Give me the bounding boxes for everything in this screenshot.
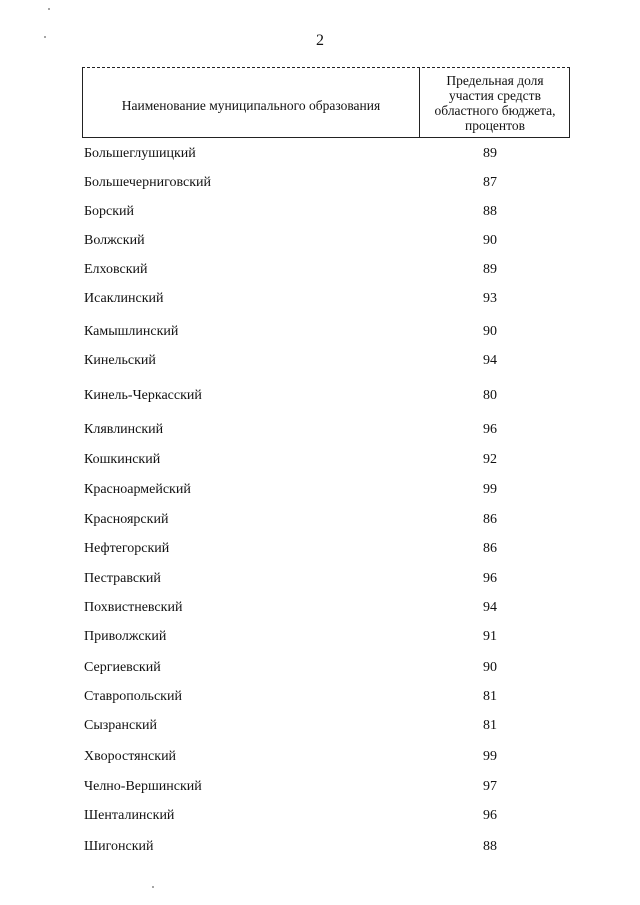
row-name: Камышлинский: [84, 324, 179, 339]
table-row: [0, 571, 640, 591]
row-name: Пестравский: [84, 571, 161, 586]
row-name: Кинельский: [84, 353, 156, 368]
table-row: [0, 600, 640, 620]
row-name: Волжский: [84, 233, 145, 248]
row-name: Ставропольский: [84, 689, 182, 704]
row-value: 93: [483, 291, 497, 306]
row-name: Большеглушицкий: [84, 146, 196, 161]
row-name: Большечерниговский: [84, 175, 212, 190]
column-header-name: Наименование муниципального образования: [121, 97, 381, 113]
page-number: 2: [316, 32, 324, 49]
table-row: [0, 422, 640, 442]
row-value: 88: [483, 204, 497, 219]
row-value: 89: [483, 146, 497, 161]
table-row: [0, 629, 640, 649]
table-row: [0, 839, 640, 859]
row-name: Нефтегорский: [84, 541, 170, 556]
table-row: [0, 262, 640, 282]
row-name: Клявлинский: [84, 422, 164, 437]
row-name: Красноярский: [84, 512, 169, 527]
table-row: [0, 808, 640, 828]
row-name: Похвистневский: [84, 600, 183, 615]
table-header: [82, 67, 570, 138]
row-value: 80: [483, 388, 497, 403]
table-row: [0, 541, 640, 561]
row-value: 81: [483, 689, 497, 704]
row-value: 96: [483, 422, 497, 437]
row-name: Кинель-Черкасский: [84, 388, 202, 403]
scan-speck: [152, 886, 154, 888]
row-value: 92: [483, 452, 497, 467]
row-name: Красноармейский: [84, 482, 191, 497]
row-value: 99: [483, 749, 497, 764]
row-name: Приволжский: [84, 629, 167, 644]
table-row: [0, 660, 640, 680]
row-value: 87: [483, 175, 497, 190]
row-value: 81: [483, 718, 497, 733]
row-name: Борский: [84, 204, 135, 219]
table-row: [0, 512, 640, 532]
row-value: 99: [483, 482, 497, 497]
table-row: [0, 324, 640, 344]
row-value: 96: [483, 571, 497, 586]
table-row: [0, 291, 640, 311]
row-value: 90: [483, 324, 497, 339]
row-name: Елховский: [84, 262, 148, 277]
row-value: 97: [483, 779, 497, 794]
row-name: Шенталинский: [84, 808, 175, 823]
table-row: [0, 146, 640, 166]
column-header-share: Предельная доля участия средств областного бюджета, процентов: [434, 72, 556, 133]
scan-speck: [48, 8, 50, 10]
row-value: 90: [483, 660, 497, 675]
table-row: [0, 749, 640, 769]
row-name: Сергиевский: [84, 660, 161, 675]
table-row: [0, 388, 640, 408]
table-row: [0, 233, 640, 253]
row-name: Исаклинский: [84, 291, 164, 306]
row-value: 94: [483, 353, 497, 368]
row-value: 88: [483, 839, 497, 854]
table-row: [0, 175, 640, 195]
row-name: Челно-Вершинский: [84, 779, 202, 794]
row-value: 94: [483, 600, 497, 615]
row-name: Хворостянский: [84, 749, 177, 764]
row-value: 96: [483, 808, 497, 823]
row-value: 86: [483, 541, 497, 556]
table-row: [0, 452, 640, 472]
table-row: [0, 353, 640, 373]
row-name: Сызранский: [84, 718, 157, 733]
row-value: 86: [483, 512, 497, 527]
row-value: 91: [483, 629, 497, 644]
table-row: [0, 204, 640, 224]
table-row: [0, 689, 640, 709]
table-row: [0, 718, 640, 738]
table-row: [0, 482, 640, 502]
row-name: Кошкинский: [84, 452, 161, 467]
row-value: 90: [483, 233, 497, 248]
table-row: [0, 779, 640, 799]
row-name: Шигонский: [84, 839, 154, 854]
row-value: 89: [483, 262, 497, 277]
